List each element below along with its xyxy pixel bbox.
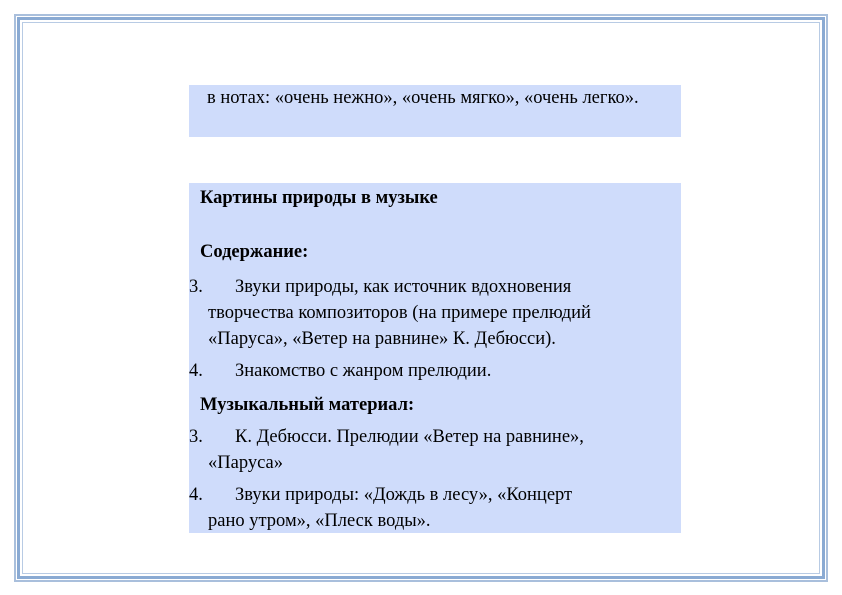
material-item <box>189 424 669 476</box>
content-item-rest: творчества композиторов (на примере прелюдий «Паруса», «Ветер на равнине» К. Дебюсси). <box>208 303 591 349</box>
content-heading: Содержание: <box>200 242 309 262</box>
material-item-first-line: Звуки природы: «Дождь в лесу», «Концерт <box>235 485 573 505</box>
content-item-number: 3. <box>189 277 203 297</box>
section-title: Картины природы в музыке <box>200 188 438 208</box>
lesson-section <box>189 183 681 533</box>
material-item-number: 4. <box>189 485 203 505</box>
content-item-first-line: Знакомство с жанром прелюдии. <box>235 361 492 381</box>
material-item-first-line: К. Дебюсси. Прелюдии «Ветер на равнине», <box>235 427 584 447</box>
material-item-number: 3. <box>189 427 203 447</box>
content-item-number: 4. <box>189 361 203 381</box>
content-item <box>189 274 669 352</box>
content-item <box>189 358 669 384</box>
material-item-rest: «Паруса» <box>208 453 283 473</box>
material-heading: Музыкальный материал: <box>200 395 415 415</box>
material-item-rest: рано утром», «Плеск воды». <box>208 511 431 531</box>
content-item-first-line: Звуки природы, как источник вдохновения <box>235 277 572 297</box>
top-fragment-text: в нотах: «очень нежно», «очень мягко», «очень легко». <box>207 88 639 108</box>
top-text-fragment <box>189 85 681 137</box>
material-item <box>189 482 669 534</box>
